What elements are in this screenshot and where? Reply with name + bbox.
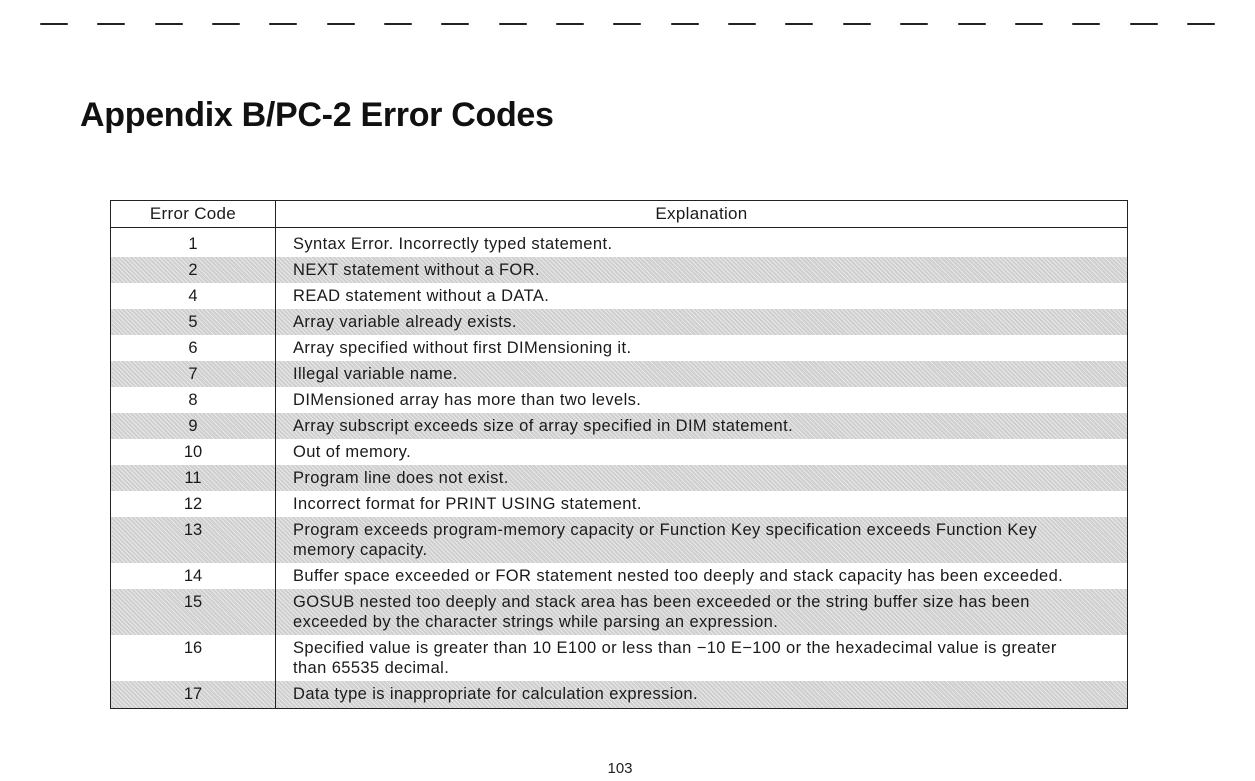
explanation-cell: DIMensioned array has more than two levels.	[293, 391, 642, 409]
explanation-cell: Program exceeds program-memory capacity or Function Key specification exceeds Function Key memory capacity.	[276, 517, 1128, 563]
rule-dash	[728, 23, 756, 25]
table-row	[111, 681, 1128, 709]
table-row	[111, 491, 1128, 517]
error-code-cell: 11	[111, 465, 276, 491]
explanation-cell: Program line does not exist.	[276, 465, 1128, 491]
error-code-cell: 8	[111, 387, 276, 413]
explanation-cell: Array specified without first DIMensioning it.	[293, 339, 632, 357]
explanation-cell: Incorrect format for PRINT USING statement.	[293, 495, 642, 513]
rule-dash	[556, 23, 584, 25]
error-code-cell: 4	[111, 283, 276, 309]
rule-dash	[900, 23, 928, 25]
rule-dash	[40, 23, 68, 25]
rule-dash	[499, 23, 527, 25]
table-row	[111, 283, 1128, 309]
error-code-cell: 5	[111, 309, 276, 335]
explanation-cell: Buffer space exceeded or FOR statement nested too deeply and stack capacity has been exceeded.	[293, 567, 1064, 585]
explanation-cell: GOSUB nested too deeply and stack area has been exceeded or the string buffer size has been exceeded by the character strings while parsing an expression.	[276, 589, 1128, 635]
rule-dash	[785, 23, 813, 25]
rule-dash	[958, 23, 986, 25]
table-row	[111, 309, 1128, 335]
rule-dash	[441, 23, 469, 25]
table-row	[111, 387, 1128, 413]
table-row	[111, 635, 1128, 681]
header-explanation: Explanation	[276, 201, 1128, 228]
error-codes-table	[110, 200, 1128, 709]
table-row	[111, 257, 1128, 283]
rule-dash	[1187, 23, 1215, 25]
explanation-cell: Out of memory.	[293, 443, 412, 461]
error-code-cell: 2	[111, 257, 276, 283]
rule-dash	[155, 23, 183, 25]
explanation-cell: Illegal variable name.	[276, 361, 1128, 387]
error-code-cell: 17	[111, 681, 276, 709]
table-row	[111, 589, 1128, 635]
table-row	[111, 335, 1128, 361]
explanation-cell: Array variable already exists.	[276, 309, 1128, 335]
error-code-cell: 1	[111, 228, 276, 258]
error-code-cell: 9	[111, 413, 276, 439]
table-row	[111, 563, 1128, 589]
table-row	[111, 413, 1128, 439]
error-code-cell: 7	[111, 361, 276, 387]
page-number: 103	[607, 760, 633, 777]
explanation-cell: READ statement without a DATA.	[293, 287, 550, 305]
error-code-cell: 14	[111, 563, 276, 589]
explanation-cell: Specified value is greater than 10 E100 or less than −10 E−100 or the hexadecimal value is greater than 65535 decimal.	[293, 639, 1057, 677]
rule-dash	[613, 23, 641, 25]
rule-dash	[269, 23, 297, 25]
table-row	[111, 465, 1128, 491]
page-title: Appendix B/PC-2 Error Codes	[80, 96, 554, 134]
error-code-cell: 12	[111, 491, 276, 517]
rule-dash	[327, 23, 355, 25]
rule-dash	[212, 23, 240, 25]
table-row	[111, 361, 1128, 387]
header-error-code: Error Code	[111, 201, 276, 228]
explanation-cell: Data type is inappropriate for calculation expression.	[276, 681, 1128, 709]
rule-dash	[1130, 23, 1158, 25]
error-code-cell: 13	[111, 517, 276, 563]
error-code-cell: 6	[111, 335, 276, 361]
error-code-cell: 16	[111, 635, 276, 681]
rule-dash	[671, 23, 699, 25]
rule-dash	[97, 23, 125, 25]
error-rows	[111, 228, 1128, 709]
top-dashed-rule	[40, 20, 1215, 28]
rule-dash	[384, 23, 412, 25]
rule-dash	[1072, 23, 1100, 25]
error-code-cell: 15	[111, 589, 276, 635]
table-row	[111, 439, 1128, 465]
rule-dash	[1015, 23, 1043, 25]
explanation-cell: NEXT statement without a FOR.	[276, 257, 1128, 283]
table-row	[111, 517, 1128, 563]
explanation-cell: Syntax Error. Incorrectly typed statement.	[293, 235, 613, 253]
error-code-cell: 10	[111, 439, 276, 465]
explanation-cell: Array subscript exceeds size of array specified in DIM statement.	[276, 413, 1128, 439]
table-row	[111, 228, 1128, 258]
rule-dash	[843, 23, 871, 25]
table-header-row	[111, 201, 1128, 228]
